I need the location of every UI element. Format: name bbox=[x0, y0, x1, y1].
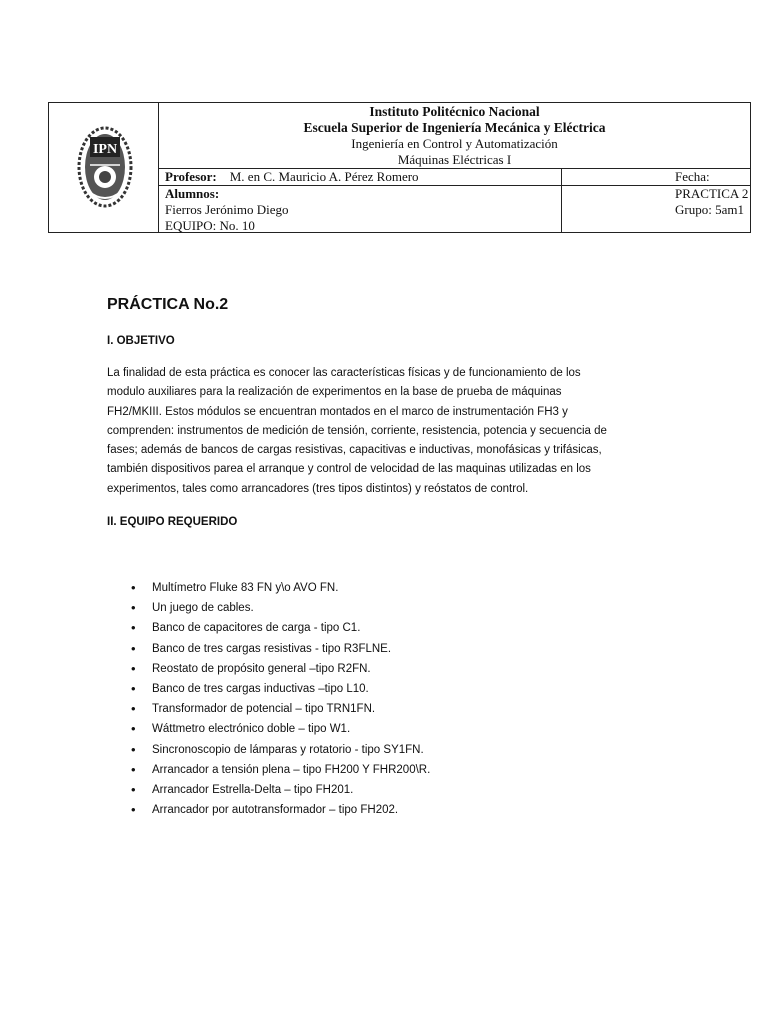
career-name: Ingeniería en Control y Automatización bbox=[351, 136, 558, 151]
list-item: • Transformador de potencial – tipo TRN1FN. bbox=[107, 699, 430, 719]
fecha-label: Fecha: bbox=[675, 169, 710, 184]
alumnos-row bbox=[159, 186, 750, 232]
list-item: • Arrancador a tensión plena – tipo FH200 Y FHR200\R. bbox=[107, 760, 430, 780]
alumno-name: Fierros Jerónimo Diego bbox=[165, 202, 289, 217]
bullet-icon: • bbox=[131, 802, 136, 818]
objetivo-line: La finalidad de esta práctica es conocer las características físicas y de funcionamiento de los bbox=[107, 367, 581, 379]
institute-name: Instituto Politécnico Nacional bbox=[369, 104, 540, 119]
bullet-icon: • bbox=[131, 701, 136, 717]
list-item: • Reostato de propósito general –tipo R2FN. bbox=[107, 659, 430, 679]
school-name: Escuela Superior de Ingeniería Mecánica y Eléctrica bbox=[303, 120, 606, 135]
logo-cell bbox=[49, 103, 159, 232]
objetivo-line: FH2/MKIII. Estos módulos se encuentran montados en el marco de instrumentación FH3 y bbox=[107, 405, 568, 418]
objetivo-line: modulo auxiliares para la realización de experimentos en la base de prueba de máquinas bbox=[107, 386, 562, 399]
bullet-icon: • bbox=[131, 721, 136, 737]
column-divider bbox=[561, 169, 562, 232]
bullet-icon: • bbox=[131, 782, 136, 798]
bullet-icon: • bbox=[131, 620, 136, 636]
bullet-icon: • bbox=[131, 580, 136, 595]
grupo-label: Grupo: 5am1 bbox=[675, 202, 744, 217]
list-item: • Multímetro Fluke 83 FN y\o AVO FN. bbox=[107, 578, 430, 598]
logo-text: IPN bbox=[92, 142, 118, 157]
equipo-heading: II. EQUIPO REQUERIDO bbox=[107, 516, 238, 528]
bullet-icon: • bbox=[131, 640, 136, 656]
bullet-icon: • bbox=[131, 660, 136, 676]
bullet-icon: • bbox=[131, 600, 136, 616]
ipn-logo-icon bbox=[76, 125, 134, 209]
bullet-icon: • bbox=[131, 681, 136, 697]
objetivo-line: también dispositivos parea el arranque y control de velocidad de las maquinas utilizadas en los bbox=[107, 463, 591, 476]
list-item: • Banco de tres cargas inductivas –tipo L10. bbox=[107, 679, 430, 699]
profesor-label: Profesor: bbox=[165, 169, 217, 184]
header-table bbox=[48, 102, 751, 233]
subject-name: Máquinas Eléctricas I bbox=[397, 152, 512, 167]
equipment-list bbox=[107, 578, 430, 820]
list-item: • Un juego de cables. bbox=[107, 598, 430, 618]
list-item: • Banco de capacitores de carga - tipo C1. bbox=[107, 618, 430, 638]
objetivo-paragraph bbox=[107, 364, 667, 499]
list-item: • Wáttmetro electrónico doble – tipo W1. bbox=[107, 719, 430, 739]
document-title: PRÁCTICA No.2 bbox=[107, 296, 229, 313]
profesor-row bbox=[159, 169, 750, 186]
list-item: • Banco de tres cargas resistivas - tipo R3FLNE. bbox=[107, 639, 430, 659]
objetivo-line: fases; además de bancos de cargas resistivas, capacitivas e inductivas, monofásicas y trifásicas, bbox=[107, 444, 602, 457]
equipo-number: EQUIPO: No. 10 bbox=[165, 218, 255, 233]
bullet-icon: • bbox=[131, 741, 136, 757]
list-item: • Sincronoscopio de lámparas y rotatorio - tipo SY1FN. bbox=[107, 740, 430, 760]
objetivo-line: comprenden: instrumentos de medición de tensión, corriente, resistencia, potencia y secuencia de bbox=[107, 424, 607, 437]
list-item: • Arrancador Estrella-Delta – tipo FH201. bbox=[107, 780, 430, 800]
list-item: • Arrancador por autotransformador – tipo FH202. bbox=[107, 800, 430, 820]
objetivo-line: experimentos, tales como arrancadores (tres tipos distintos) y reóstatos de control. bbox=[107, 482, 529, 495]
bullet-icon: • bbox=[131, 761, 136, 777]
profesor-name: M. en C. Mauricio A. Pérez Romero bbox=[229, 169, 419, 184]
institution-title-block bbox=[159, 103, 750, 169]
practica-number: PRACTICA 2 bbox=[675, 186, 749, 201]
objetivo-heading: I. OBJETIVO bbox=[107, 335, 175, 347]
alumnos-label: Alumnos: bbox=[165, 186, 220, 201]
